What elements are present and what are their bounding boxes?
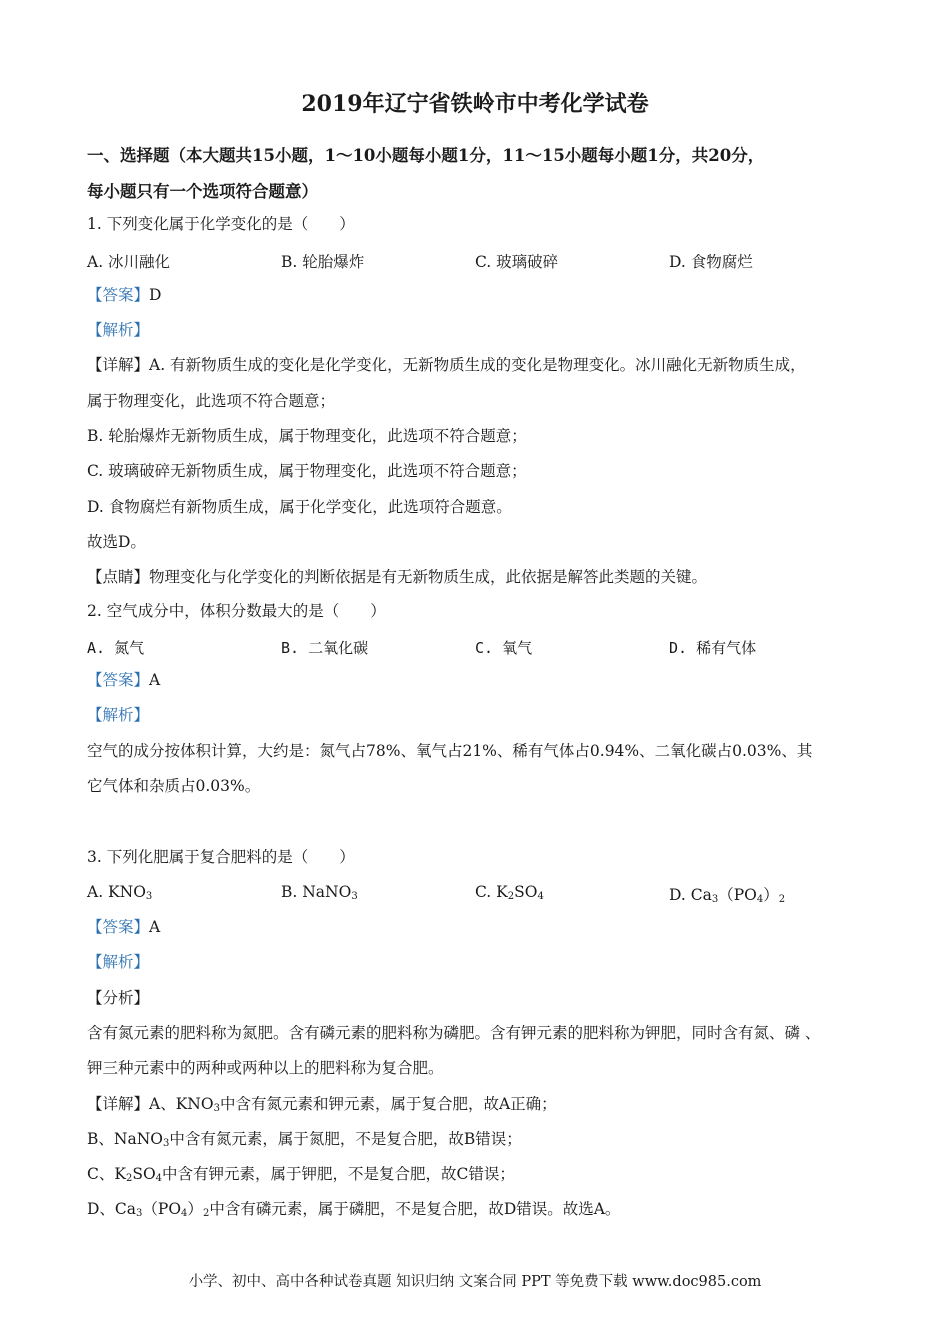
q3-fenxi-line1: 含有氮元素的肥料称为氮肥。含有磷元素的肥料称为磷肥。含有钾元素的肥料称为钾肥，同时含有氮、磷 、 <box>87 1024 821 1042</box>
q1-conclusion: 故选D。 <box>87 533 146 551</box>
subscript: 3 <box>136 1208 143 1219</box>
subscript: 4 <box>181 1208 188 1219</box>
q3-answer <box>87 917 160 937</box>
q1-option-a: A. 冰川融化 <box>87 253 171 271</box>
q1-option-c: C. 玻璃破碎 <box>475 253 559 271</box>
q3-analysis-tag: 【解析】 <box>87 953 150 971</box>
tip-text: 物理变化与化学变化的判断依据是有无新物质生成，此依据是解答此类题的关键。 <box>149 568 708 586</box>
detail-text: A、KNO <box>149 1095 214 1113</box>
detail-text: ） <box>187 1200 203 1218</box>
subscript: 4 <box>537 891 544 902</box>
q3-fenxi-tag: 【分析】 <box>87 989 150 1007</box>
q3-detail-a <box>87 1094 557 1119</box>
q3-option-d <box>669 883 785 905</box>
q2-option-c: C. 氧气 <box>475 639 533 657</box>
formula-text: B. NaNO <box>281 883 352 901</box>
subscript: 3 <box>351 891 358 902</box>
q1-detail-d: D. 食物腐烂有新物质生成，属于化学变化，此选项符合题意。 <box>87 498 512 516</box>
q1-detail-c: C. 玻璃破碎无新物质生成，属于物理变化，此选项不符合题意； <box>87 462 527 480</box>
q3-option-a <box>87 883 152 902</box>
q3-detail-b <box>87 1129 522 1154</box>
answer-value: A <box>149 918 161 936</box>
subscript: 2 <box>507 891 515 902</box>
detail-text: B、NaNO <box>87 1130 163 1148</box>
q2-option-d: D. 稀有气体 <box>669 639 757 657</box>
section-heading-line1: 一、选择题（本大题共15小题，1～10小题每小题1分，11～15小题每小题1分，共20分， <box>87 146 765 165</box>
q2-answer <box>87 670 160 690</box>
q2-analysis-line2: 它气体和杂质占0.03%。 <box>87 777 261 795</box>
q2-option-a: A. 氮气 <box>87 639 145 657</box>
detail-text: C、K <box>87 1165 126 1183</box>
answer-tag: 【答案】 <box>87 286 150 304</box>
answer-value: A <box>149 671 161 689</box>
answer-value: D <box>149 286 162 304</box>
q3-option-c <box>475 883 544 902</box>
page-footer: 小学、初中、高中各种试卷真题 知识归纳 文案合同 PPT 等免费下载 www.doc985.com <box>188 1274 762 1290</box>
detail-tag: 【详解】 <box>87 356 150 374</box>
q1-stem: 1. 下列变化属于化学变化的是（ ） <box>87 215 355 233</box>
answer-tag: 【答案】 <box>87 671 150 689</box>
detail-text: 中含有磷元素，属于磷肥，不是复合肥，故D错误。故选A。 <box>209 1200 621 1218</box>
answer-tag: 【答案】 <box>87 918 150 936</box>
subscript: 2 <box>778 894 786 905</box>
subscript: 3 <box>162 1138 170 1149</box>
q3-detail-c <box>87 1164 515 1189</box>
formula-text: D. Ca <box>669 886 712 904</box>
formula-text: （PO <box>718 886 757 904</box>
detail-text: A. 有新物质生成的变化是化学变化，无新物质生成的变化是物理变化。冰川融化无新物质生成， <box>149 356 806 374</box>
q2-analysis-line1: 空气的成分按体积计算，大约是：氮气占78%、氧气占21%、稀有气体占0.94%、二氧化碳占0.03%、其 <box>87 742 813 760</box>
formula-text: A. KNO <box>87 883 146 901</box>
subscript: 3 <box>145 891 153 902</box>
q2-option-b: B. 二氧化碳 <box>281 639 369 657</box>
detail-text: SO <box>132 1165 156 1183</box>
q1-analysis-tag: 【解析】 <box>87 321 150 339</box>
subscript: 4 <box>155 1173 163 1184</box>
q1-detail-b: B. 轮胎爆炸无新物质生成，属于物理变化，此选项不符合题意； <box>87 427 527 445</box>
subscript: 3 <box>711 894 719 905</box>
page-title: 2019年辽宁省铁岭市中考化学试卷 <box>301 91 649 117</box>
subscript: 2 <box>125 1173 133 1184</box>
q1-option-b: B. 轮胎爆炸 <box>281 253 365 271</box>
q2-stem: 2. 空气成分中，体积分数最大的是（ ） <box>87 602 386 620</box>
detail-text: （PO <box>142 1200 182 1218</box>
q1-answer <box>87 285 161 305</box>
q3-option-b <box>281 883 358 902</box>
subscript: 3 <box>213 1103 220 1114</box>
q1-detail-line2: 属于物理变化，此选项不符合题意； <box>87 392 336 410</box>
subscript: 2 <box>202 1208 210 1219</box>
q1-detail-line1 <box>87 355 806 375</box>
q2-analysis-tag: 【解析】 <box>87 706 150 724</box>
detail-text: 中含有钾元素，属于钾肥，不是复合肥，故C错误； <box>162 1165 515 1183</box>
q3-stem: 3. 下列化肥属于复合肥料的是（ ） <box>87 848 355 866</box>
detail-text: D、Ca <box>87 1200 137 1218</box>
detail-tag: 【详解】 <box>87 1095 150 1113</box>
q1-option-d: D. 食物腐烂 <box>669 253 753 271</box>
subscript: 4 <box>756 894 764 905</box>
q1-tip <box>87 567 707 587</box>
tip-tag: 【点睛】 <box>87 568 150 586</box>
formula-text: SO <box>514 883 538 901</box>
formula-text: ） <box>763 886 779 904</box>
section-heading-line2: 每小题只有一个选项符合题意） <box>87 182 318 201</box>
detail-text: 中含有氮元素，属于氮肥，不是复合肥，故B错误； <box>169 1130 522 1148</box>
formula-text: C. K <box>475 883 508 901</box>
q3-fenxi-line2: 钾三种元素中的两种或两种以上的肥料称为复合肥。 <box>87 1059 444 1077</box>
detail-text: 中含有氮元素和钾元素，属于复合肥，故A正确； <box>219 1095 557 1113</box>
q3-detail-d <box>87 1199 620 1224</box>
